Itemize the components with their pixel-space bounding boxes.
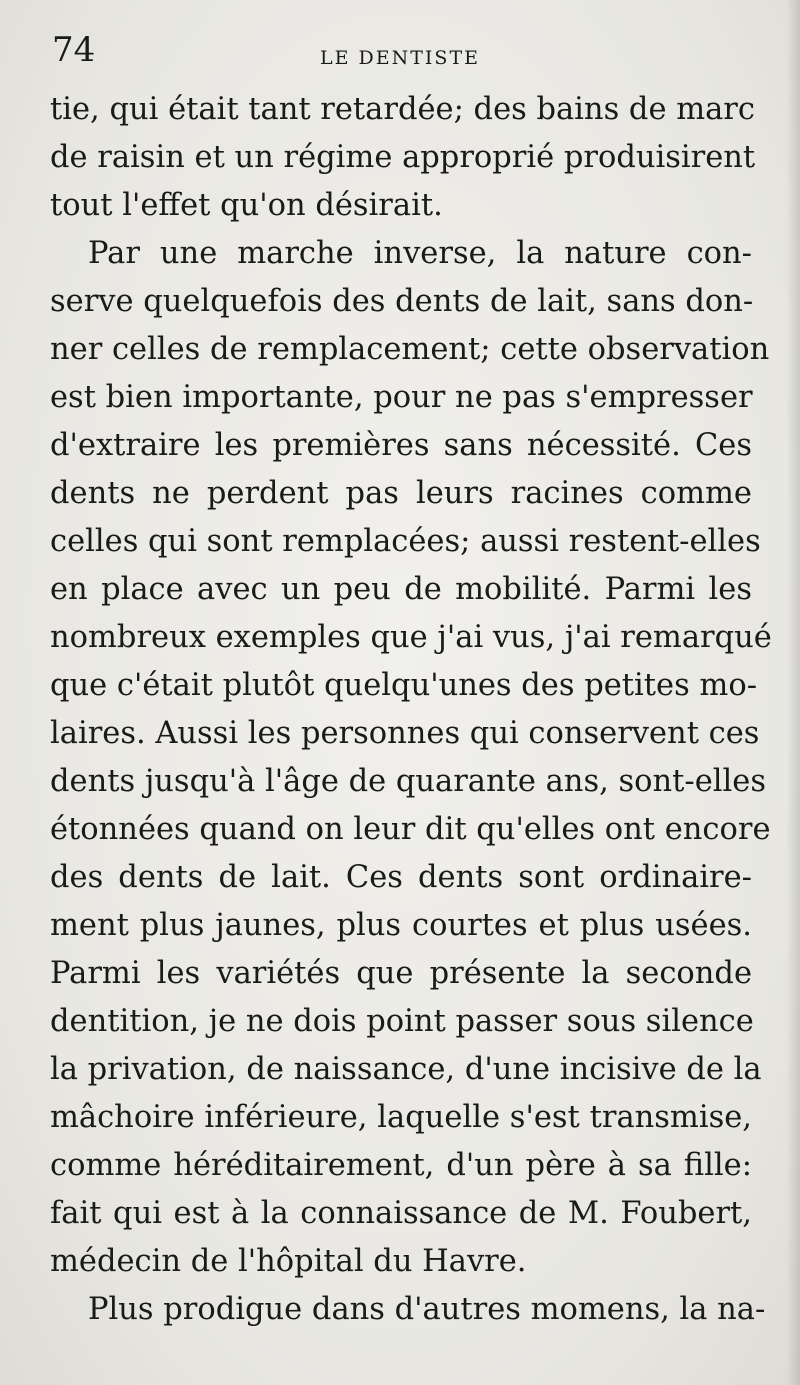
- text-line: celles qui sont remplacées; aussi restent-elles: [50, 524, 761, 559]
- text-line: tie, qui était tant retardée; des bains de marc: [50, 92, 755, 127]
- running-head: LE DENTISTE: [320, 47, 480, 69]
- text-line: tout l'effet qu'on désirait.: [50, 188, 443, 223]
- text-line: est bien importante, pour ne pas s'empresser: [50, 380, 753, 415]
- text-line: que c'était plutôt quelqu'unes des petites mo-: [50, 668, 758, 703]
- text-line: laires. Aussi les personnes qui conservent ces: [50, 716, 760, 751]
- text-line: d'extraire les premières sans nécessité. Ces: [50, 428, 752, 463]
- text-line: ner celles de remplacement; cette observation: [50, 332, 770, 367]
- text-line: médecin de l'hôpital du Havre.: [50, 1244, 527, 1279]
- text-line: Parmi les variétés que présente la seconde: [50, 956, 752, 991]
- page-edge-shadow: [786, 0, 800, 1385]
- text-line: ment plus jaunes, plus courtes et plus usées.: [50, 908, 752, 943]
- text-line: fait qui est à la connaissance de M. Foubert,: [50, 1196, 752, 1231]
- text-line: nombreux exemples que j'ai vus, j'ai remarqué: [50, 620, 772, 655]
- text-line: dentition, je ne dois point passer sous silence: [50, 1004, 754, 1039]
- body-text: [50, 86, 772, 1334]
- text-line: étonnées quand on leur dit qu'elles ont encore: [50, 812, 771, 847]
- text-line: dents jusqu'à l'âge de quarante ans, sont-elles: [50, 764, 766, 799]
- text-line: en place avec un peu de mobilité. Parmi les: [50, 572, 752, 607]
- text-line: Par une marche inverse, la nature con-: [88, 236, 752, 271]
- text-line: mâchoire inférieure, laquelle s'est transmise,: [50, 1100, 752, 1135]
- text-line: serve quelquefois des dents de lait, sans don-: [50, 284, 754, 319]
- text-line: dents ne perdent pas leurs racines comme: [50, 476, 752, 511]
- text-line: comme héréditairement, d'un père à sa fille:: [50, 1148, 752, 1183]
- text-line: de raisin et un régime approprié produisirent: [50, 140, 756, 175]
- text-line: Plus prodigue dans d'autres momens, la na-: [88, 1292, 766, 1327]
- text-line: des dents de lait. Ces dents sont ordinaire-: [50, 860, 752, 895]
- page-number: 74: [52, 30, 96, 70]
- text-line: la privation, de naissance, d'une incisive de la: [50, 1052, 762, 1087]
